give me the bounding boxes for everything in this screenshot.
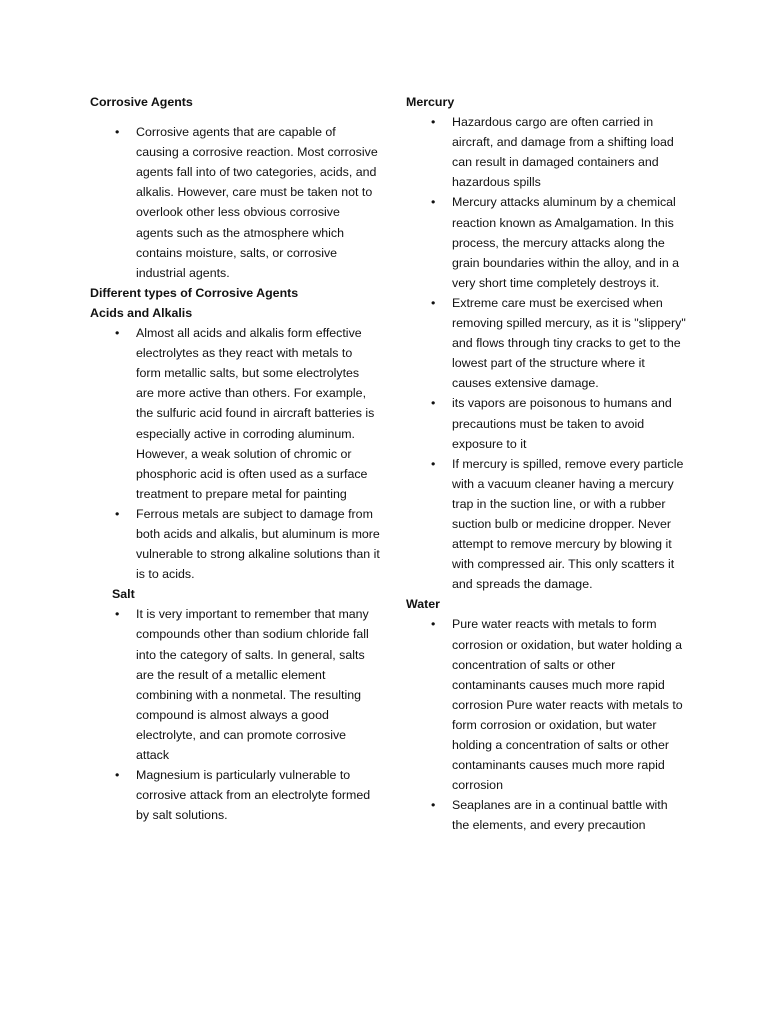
- intro-bullet-list: [90, 122, 380, 283]
- left-column: [90, 92, 380, 825]
- water-bullet-list: [406, 614, 686, 835]
- acids-heading: Acids and Alkalis: [90, 305, 193, 320]
- list-item: [90, 604, 380, 765]
- bullet-icon: •: [431, 798, 436, 813]
- list-item: [90, 323, 380, 504]
- acids-bullet-list: [90, 323, 380, 584]
- bullet-icon: •: [115, 125, 120, 140]
- list-item: [406, 293, 686, 393]
- bullet-icon: •: [115, 506, 120, 521]
- list-item-text: Pure water reacts with metals to form corrosion or oxidation, but water holding a concentration of salts or other contaminants causes much more rapid corrosion Pure water reacts with metals to form corrosion or oxidation, but water holding a concentration of salts or other contaminants causes much more rapid corrosion: [452, 617, 683, 793]
- right-column: [406, 92, 686, 835]
- list-item-text: Mercury attacks aluminum by a chemical reaction known as Amalgamation. In this process, the mercury attacks along the grain boundaries within the alloy, and in a very short time completely destroys it.: [452, 195, 680, 290]
- mercury-bullet-list: [406, 112, 686, 594]
- bullet-icon: •: [115, 768, 120, 783]
- list-item-text: Extreme care must be exercised when removing spilled mercury, as it is "slippery" and flows through tiny cracks to get to the lowest part of the structure where it causes extensive damage.: [452, 295, 686, 391]
- mercury-heading: Mercury: [406, 95, 455, 109]
- bullet-icon: •: [431, 115, 436, 130]
- salt-heading: Salt: [112, 587, 135, 602]
- list-item: [406, 192, 686, 292]
- water-heading: Water: [406, 597, 440, 612]
- bullet-icon: •: [431, 295, 436, 310]
- list-item-text: Corrosive agents that are capable of causing a corrosive reaction. Most corrosive agents fall into of two categories, acids, and alkalis. However, care must be taken not to overlook other less obvious corrosive agents such as the atmosphere which contains moisture, salts, or corrosive industrial agents.: [136, 125, 378, 280]
- list-item-text: its vapors are poisonous to humans and precautions must be taken to avoid exposure to it: [452, 396, 672, 451]
- bullet-icon: •: [115, 607, 120, 622]
- list-item: [90, 122, 380, 283]
- list-item-text: It is very important to remember that many compounds other than sodium chloride fall into the category of salts. In general, salts are the result of a metallic element combining with a nonmetal. The resulting compound is almost always a good electrolyte, and can promote corrosive attack: [136, 607, 369, 762]
- list-item-text: Almost all acids and alkalis form effective electrolytes as they react with metals to form metallic salts, but some electrolytes are more active than others. For example, the sulfuric acid found in aircraft batteries is especially active in corroding aluminum. However, a weak solution of chromic or phosphoric acid is often used as a surface treatment to prepare metal for painting: [136, 326, 375, 501]
- section-title-corrosive-agents: Corrosive Agents: [90, 95, 193, 109]
- bullet-icon: •: [431, 617, 436, 632]
- bullet-icon: •: [431, 396, 436, 411]
- list-item: [406, 393, 686, 453]
- list-item: [406, 112, 686, 192]
- list-item: [406, 614, 686, 795]
- list-item: [406, 795, 686, 835]
- list-item-text: If mercury is spilled, remove every particle with a vacuum cleaner having a mercury trap in the suction line, or with a rubber suction bulb or medicine dropper. Never attempt to remove mercury by blowing it with compressed air. This only scatters it and spreads the damage.: [452, 456, 684, 592]
- list-item-text: Seaplanes are in a continual battle with the elements, and every precaution: [452, 798, 668, 833]
- list-item-text: Hazardous cargo are often carried in aircraft, and damage from a shifting load can result in damaged containers and hazardous spills: [452, 115, 674, 190]
- list-item: [90, 765, 380, 825]
- list-item: [406, 454, 686, 595]
- list-item-text: Ferrous metals are subject to damage from both acids and alkalis, but aluminum is more vulnerable to strong alkaline solutions than it is to acids.: [136, 506, 380, 582]
- list-item-text: Magnesium is particularly vulnerable to corrosive attack from an electrolyte formed by salt solutions.: [136, 768, 371, 823]
- bullet-icon: •: [431, 456, 436, 471]
- bullet-icon: •: [431, 195, 436, 210]
- types-heading: Different types of Corrosive Agents: [90, 285, 299, 300]
- list-item: [90, 504, 380, 584]
- salt-bullet-list: [90, 604, 380, 825]
- bullet-icon: •: [115, 326, 120, 341]
